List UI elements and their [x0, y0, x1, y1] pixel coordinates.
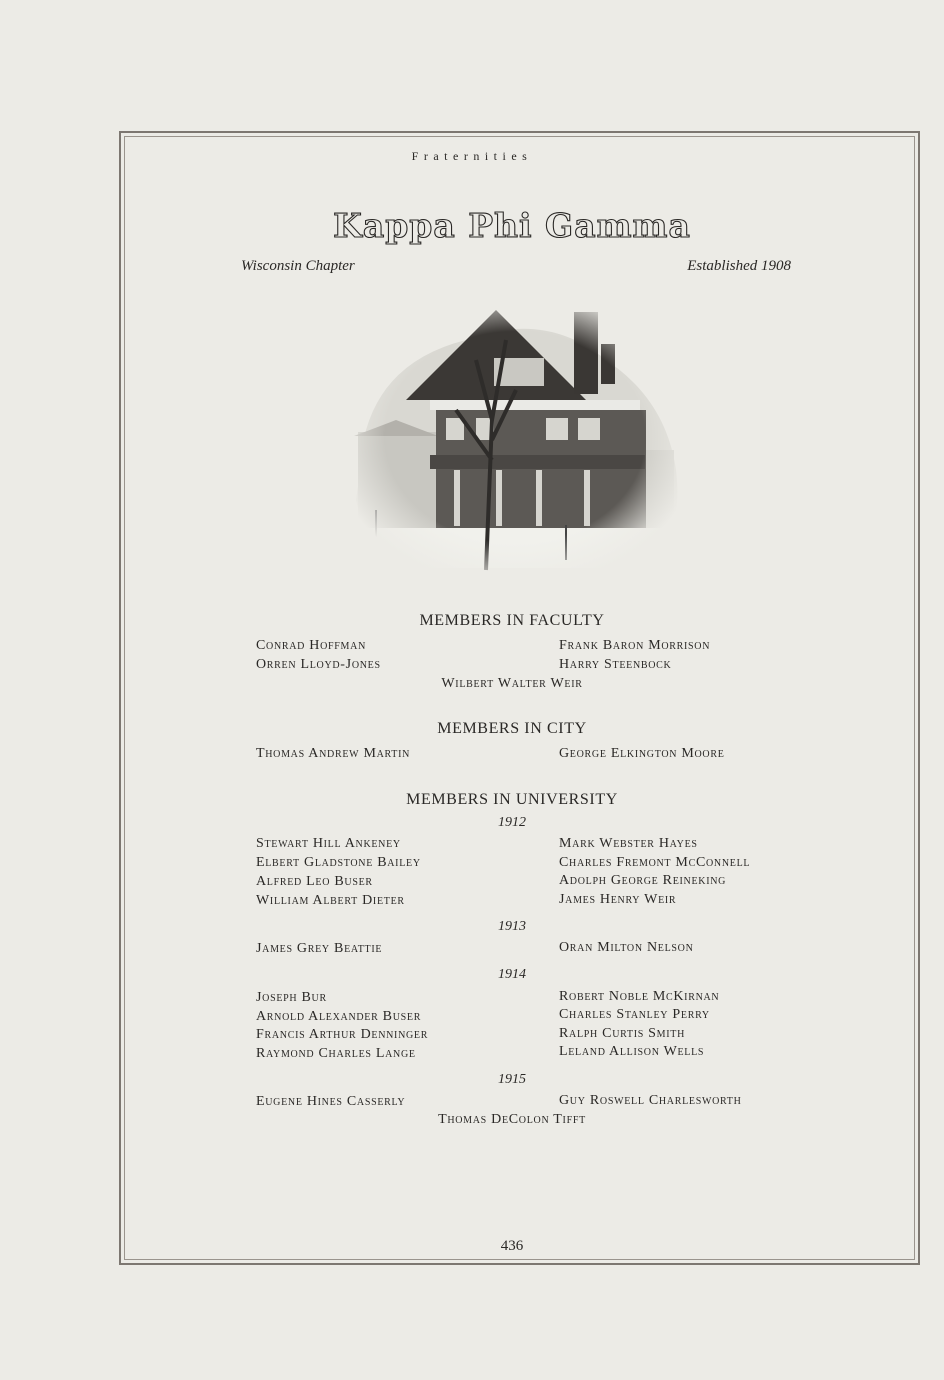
university-member: Adolph George Reineking: [559, 873, 727, 888]
university-member: Francis Arthur Denninger: [256, 1027, 429, 1042]
university-member: James Henry Weir: [559, 892, 677, 907]
faculty-member: Harry Steenbock: [559, 657, 672, 672]
chapter-house-photo: [346, 300, 684, 574]
page-number: 436: [500, 1238, 524, 1254]
city-member: Thomas Andrew Martin: [256, 746, 411, 761]
page-title: Kappa Phi Gamma: [333, 206, 691, 245]
established-date: Established 1908: [687, 258, 791, 274]
class-year: 1913: [498, 919, 526, 934]
faculty-heading: MEMBERS IN FACULTY: [419, 612, 605, 629]
university-member: Elbert Gladstone Bailey: [256, 855, 421, 870]
class-year: 1915: [498, 1072, 526, 1087]
university-member: Raymond Charles Lange: [256, 1046, 416, 1061]
university-member: Guy Roswell Charlesworth: [559, 1093, 742, 1108]
faculty-member: Conrad Hoffman: [256, 638, 366, 653]
faculty-member: Frank Baron Morrison: [559, 638, 711, 653]
city-member: George Elkington Moore: [559, 746, 725, 761]
university-member: James Grey Beattie: [256, 941, 383, 956]
university-member: Charles Fremont McConnell: [559, 855, 751, 870]
class-year: 1914: [498, 967, 526, 982]
faculty-member: Wilbert Walter Weir: [441, 676, 583, 691]
university-member: William Albert Dieter: [256, 893, 405, 908]
university-member: Thomas DeColon Tifft: [438, 1112, 586, 1127]
university-member: Joseph Bur: [256, 990, 327, 1005]
city-heading: MEMBERS IN CITY: [437, 720, 587, 737]
university-heading: MEMBERS IN UNIVERSITY: [406, 791, 618, 808]
university-member: Ralph Curtis Smith: [559, 1026, 686, 1041]
university-member: Charles Stanley Perry: [559, 1007, 710, 1022]
running-head: Fraternities: [411, 149, 533, 163]
chapter-name: Wisconsin Chapter: [241, 258, 355, 274]
university-member: Leland Allison Wells: [559, 1044, 705, 1059]
university-member: Mark Webster Hayes: [559, 836, 698, 851]
university-member: Arnold Alexander Buser: [256, 1009, 422, 1024]
university-member: Alfred Leo Buser: [256, 874, 373, 889]
university-member: Oran Milton Nelson: [559, 940, 694, 955]
university-member: Robert Noble McKirnan: [559, 989, 720, 1004]
class-year: 1912: [498, 815, 526, 830]
university-member: Stewart Hill Ankeney: [256, 836, 401, 851]
faculty-member: Orren Lloyd-Jones: [256, 657, 381, 672]
university-member: Eugene Hines Casserly: [256, 1094, 406, 1109]
